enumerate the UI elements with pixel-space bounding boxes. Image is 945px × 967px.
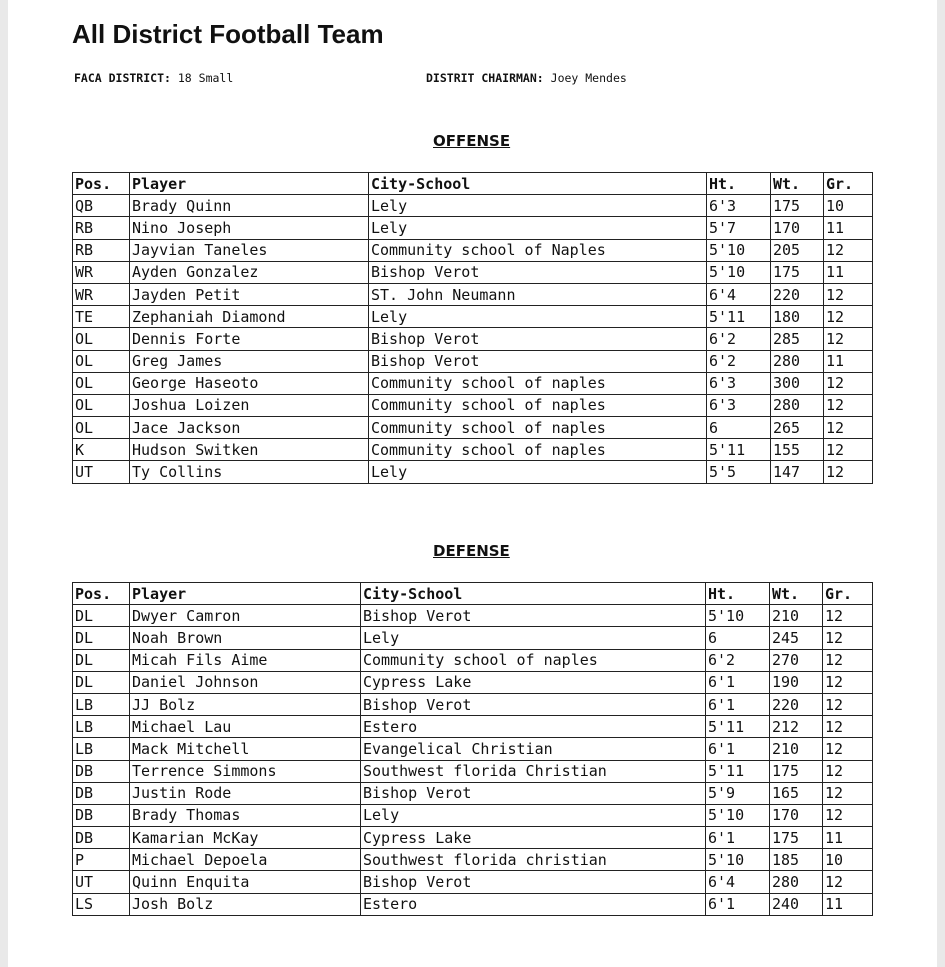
- grade-cell: 12: [823, 671, 873, 693]
- player-cell: Nino Joseph: [130, 217, 369, 239]
- district-info: [74, 71, 233, 85]
- city-school-cell: Cypress Lake: [361, 827, 706, 849]
- column-header-grade: Gr.: [824, 173, 873, 195]
- district-value: 18 Small: [177, 71, 234, 85]
- defense-header-row: [73, 583, 873, 605]
- table-row: [73, 439, 873, 461]
- city-school-cell: Bishop Verot: [361, 605, 706, 627]
- table-row: [73, 782, 873, 804]
- city-school-cell: Community school of naples: [369, 439, 707, 461]
- table-row: [73, 804, 873, 826]
- defense-section-title: DEFENSE: [433, 542, 510, 560]
- height-cell: 5'7: [707, 217, 771, 239]
- grade-cell: 12: [823, 693, 873, 715]
- height-cell: 5'10: [706, 605, 770, 627]
- player-cell: Michael Depoela: [130, 849, 361, 871]
- height-cell: 5'9: [706, 782, 770, 804]
- grade-cell: 12: [823, 605, 873, 627]
- weight-cell: 175: [771, 195, 824, 217]
- weight-cell: 240: [770, 893, 823, 915]
- table-row: [73, 871, 873, 893]
- weight-cell: 270: [770, 649, 823, 671]
- position-cell: WR: [73, 283, 130, 305]
- column-header-grade: Gr.: [823, 583, 873, 605]
- height-cell: 6'1: [706, 827, 770, 849]
- player-cell: Jayden Petit: [130, 283, 369, 305]
- document-title: All District Football Team: [72, 19, 384, 49]
- height-cell: 6'2: [707, 350, 771, 372]
- position-cell: OL: [73, 350, 130, 372]
- table-row: [73, 605, 873, 627]
- chairman-value: Joey Mendes: [550, 71, 627, 85]
- table-row: [73, 893, 873, 915]
- city-school-cell: Bishop Verot: [361, 782, 706, 804]
- weight-cell: 165: [770, 782, 823, 804]
- weight-cell: 220: [771, 283, 824, 305]
- column-header-weight: Wt.: [771, 173, 824, 195]
- weight-cell: 205: [771, 239, 824, 261]
- weight-cell: 280: [770, 871, 823, 893]
- city-school-cell: Cypress Lake: [361, 671, 706, 693]
- table-row: [73, 195, 873, 217]
- player-cell: Joshua Loizen: [130, 394, 369, 416]
- position-cell: K: [73, 439, 130, 461]
- height-cell: 5'10: [706, 804, 770, 826]
- grade-cell: 12: [824, 439, 873, 461]
- column-header-height: Ht.: [707, 173, 771, 195]
- weight-cell: 185: [770, 849, 823, 871]
- position-cell: LB: [73, 693, 130, 715]
- weight-cell: 180: [771, 306, 824, 328]
- height-cell: 5'11: [707, 439, 771, 461]
- height-cell: 6'4: [706, 871, 770, 893]
- height-cell: 5'10: [707, 261, 771, 283]
- height-cell: 6'2: [707, 328, 771, 350]
- position-cell: DL: [73, 649, 130, 671]
- city-school-cell: Bishop Verot: [369, 350, 707, 372]
- weight-cell: 210: [770, 738, 823, 760]
- table-row: [73, 693, 873, 715]
- grade-cell: 12: [824, 461, 873, 483]
- weight-cell: 220: [770, 693, 823, 715]
- table-row: [73, 627, 873, 649]
- grade-cell: 10: [823, 849, 873, 871]
- player-cell: Dennis Forte: [130, 328, 369, 350]
- grade-cell: 11: [823, 827, 873, 849]
- grade-cell: 12: [823, 716, 873, 738]
- column-header-city-school: City-School: [369, 173, 707, 195]
- position-cell: UT: [73, 461, 130, 483]
- position-cell: UT: [73, 871, 130, 893]
- table-row: [73, 239, 873, 261]
- city-school-cell: Lely: [361, 627, 706, 649]
- player-cell: Noah Brown: [130, 627, 361, 649]
- city-school-cell: Bishop Verot: [369, 261, 707, 283]
- player-cell: Ayden Gonzalez: [130, 261, 369, 283]
- position-cell: LB: [73, 716, 130, 738]
- offense-header-row: [73, 173, 873, 195]
- city-school-cell: Southwest florida Christian: [361, 760, 706, 782]
- height-cell: 5'11: [706, 716, 770, 738]
- position-cell: RB: [73, 239, 130, 261]
- table-row: [73, 283, 873, 305]
- table-row: [73, 760, 873, 782]
- grade-cell: 11: [824, 261, 873, 283]
- grade-cell: 11: [824, 350, 873, 372]
- height-cell: 6'3: [707, 195, 771, 217]
- city-school-cell: Community school of Naples: [369, 239, 707, 261]
- column-header-height: Ht.: [706, 583, 770, 605]
- weight-cell: 175: [770, 827, 823, 849]
- position-cell: OL: [73, 328, 130, 350]
- table-row: [73, 738, 873, 760]
- height-cell: 6'2: [706, 649, 770, 671]
- city-school-cell: Southwest florida christian: [361, 849, 706, 871]
- city-school-cell: Lely: [369, 217, 707, 239]
- table-row: [73, 849, 873, 871]
- height-cell: 6: [706, 627, 770, 649]
- player-cell: Josh Bolz: [130, 893, 361, 915]
- weight-cell: 155: [771, 439, 824, 461]
- weight-cell: 170: [771, 217, 824, 239]
- table-row: [73, 671, 873, 693]
- column-header-player: Player: [130, 583, 361, 605]
- weight-cell: 300: [771, 372, 824, 394]
- column-header-weight: Wt.: [770, 583, 823, 605]
- page-edge-right: [937, 0, 945, 967]
- chairman-label: DISTRIT CHAIRMAN:: [426, 71, 544, 85]
- weight-cell: 265: [771, 417, 824, 439]
- weight-cell: 175: [770, 760, 823, 782]
- weight-cell: 170: [770, 804, 823, 826]
- offense-table: [72, 172, 873, 484]
- player-cell: Brady Quinn: [130, 195, 369, 217]
- table-row: [73, 716, 873, 738]
- height-cell: 6'3: [707, 372, 771, 394]
- grade-cell: 12: [823, 649, 873, 671]
- player-cell: George Haseoto: [130, 372, 369, 394]
- table-row: [73, 394, 873, 416]
- city-school-cell: Lely: [361, 804, 706, 826]
- height-cell: 6'1: [706, 893, 770, 915]
- player-cell: Ty Collins: [130, 461, 369, 483]
- height-cell: 5'10: [706, 849, 770, 871]
- table-row: [73, 328, 873, 350]
- player-cell: Zephaniah Diamond: [130, 306, 369, 328]
- district-label: FACA DISTRICT:: [74, 71, 171, 85]
- height-cell: 6'1: [706, 671, 770, 693]
- position-cell: DL: [73, 671, 130, 693]
- player-cell: JJ Bolz: [130, 693, 361, 715]
- column-header-city-school: City-School: [361, 583, 706, 605]
- player-cell: Greg James: [130, 350, 369, 372]
- grade-cell: 12: [823, 804, 873, 826]
- player-cell: Michael Lau: [130, 716, 361, 738]
- position-cell: QB: [73, 195, 130, 217]
- column-header-position: Pos.: [73, 173, 130, 195]
- column-header-player: Player: [130, 173, 369, 195]
- table-row: [73, 350, 873, 372]
- grade-cell: 12: [823, 760, 873, 782]
- position-cell: LS: [73, 893, 130, 915]
- grade-cell: 12: [823, 782, 873, 804]
- player-cell: Justin Rode: [130, 782, 361, 804]
- grade-cell: 12: [824, 328, 873, 350]
- table-row: [73, 827, 873, 849]
- height-cell: 6'1: [706, 693, 770, 715]
- offense-section-title: OFFENSE: [433, 132, 511, 150]
- position-cell: P: [73, 849, 130, 871]
- column-header-position: Pos.: [73, 583, 130, 605]
- grade-cell: 12: [824, 417, 873, 439]
- city-school-cell: Bishop Verot: [361, 693, 706, 715]
- position-cell: DL: [73, 605, 130, 627]
- grade-cell: 10: [824, 195, 873, 217]
- table-row: [73, 217, 873, 239]
- city-school-cell: Lely: [369, 195, 707, 217]
- position-cell: DB: [73, 760, 130, 782]
- position-cell: DB: [73, 782, 130, 804]
- weight-cell: 285: [771, 328, 824, 350]
- grade-cell: 12: [823, 627, 873, 649]
- table-row: [73, 261, 873, 283]
- weight-cell: 280: [771, 350, 824, 372]
- table-row: [73, 417, 873, 439]
- grade-cell: 12: [823, 871, 873, 893]
- player-cell: Micah Fils Aime: [130, 649, 361, 671]
- table-row: [73, 306, 873, 328]
- grade-cell: 12: [823, 738, 873, 760]
- table-row: [73, 461, 873, 483]
- city-school-cell: Community school of naples: [361, 649, 706, 671]
- weight-cell: 175: [771, 261, 824, 283]
- height-cell: 6: [707, 417, 771, 439]
- position-cell: DB: [73, 804, 130, 826]
- player-cell: Dwyer Camron: [130, 605, 361, 627]
- chairman-info: [426, 71, 627, 85]
- height-cell: 5'10: [707, 239, 771, 261]
- weight-cell: 212: [770, 716, 823, 738]
- city-school-cell: Community school of naples: [369, 417, 707, 439]
- position-cell: LB: [73, 738, 130, 760]
- city-school-cell: Lely: [369, 461, 707, 483]
- player-cell: Jace Jackson: [130, 417, 369, 439]
- position-cell: WR: [73, 261, 130, 283]
- height-cell: 6'1: [706, 738, 770, 760]
- position-cell: RB: [73, 217, 130, 239]
- player-cell: Kamarian McKay: [130, 827, 361, 849]
- position-cell: OL: [73, 394, 130, 416]
- grade-cell: 12: [824, 283, 873, 305]
- grade-cell: 12: [824, 239, 873, 261]
- city-school-cell: Estero: [361, 893, 706, 915]
- position-cell: TE: [73, 306, 130, 328]
- city-school-cell: Lely: [369, 306, 707, 328]
- weight-cell: 210: [770, 605, 823, 627]
- table-row: [73, 649, 873, 671]
- city-school-cell: Evangelical Christian: [361, 738, 706, 760]
- page-edge-left: [0, 0, 8, 967]
- city-school-cell: ST. John Neumann: [369, 283, 707, 305]
- weight-cell: 280: [771, 394, 824, 416]
- weight-cell: 147: [771, 461, 824, 483]
- player-cell: Quinn Enquita: [130, 871, 361, 893]
- height-cell: 5'5: [707, 461, 771, 483]
- height-cell: 6'4: [707, 283, 771, 305]
- city-school-cell: Community school of naples: [369, 394, 707, 416]
- player-cell: Jayvian Taneles: [130, 239, 369, 261]
- height-cell: 5'11: [706, 760, 770, 782]
- player-cell: Daniel Johnson: [130, 671, 361, 693]
- table-row: [73, 372, 873, 394]
- weight-cell: 245: [770, 627, 823, 649]
- grade-cell: 12: [824, 394, 873, 416]
- grade-cell: 12: [824, 372, 873, 394]
- height-cell: 6'3: [707, 394, 771, 416]
- grade-cell: 12: [824, 306, 873, 328]
- city-school-cell: Estero: [361, 716, 706, 738]
- weight-cell: 190: [770, 671, 823, 693]
- player-cell: Hudson Switken: [130, 439, 369, 461]
- height-cell: 5'11: [707, 306, 771, 328]
- city-school-cell: Bishop Verot: [369, 328, 707, 350]
- position-cell: OL: [73, 372, 130, 394]
- player-cell: Brady Thomas: [130, 804, 361, 826]
- position-cell: OL: [73, 417, 130, 439]
- city-school-cell: Community school of naples: [369, 372, 707, 394]
- defense-table: [72, 582, 873, 916]
- player-cell: Mack Mitchell: [130, 738, 361, 760]
- player-cell: Terrence Simmons: [130, 760, 361, 782]
- grade-cell: 11: [824, 217, 873, 239]
- grade-cell: 11: [823, 893, 873, 915]
- position-cell: DL: [73, 627, 130, 649]
- city-school-cell: Bishop Verot: [361, 871, 706, 893]
- position-cell: DB: [73, 827, 130, 849]
